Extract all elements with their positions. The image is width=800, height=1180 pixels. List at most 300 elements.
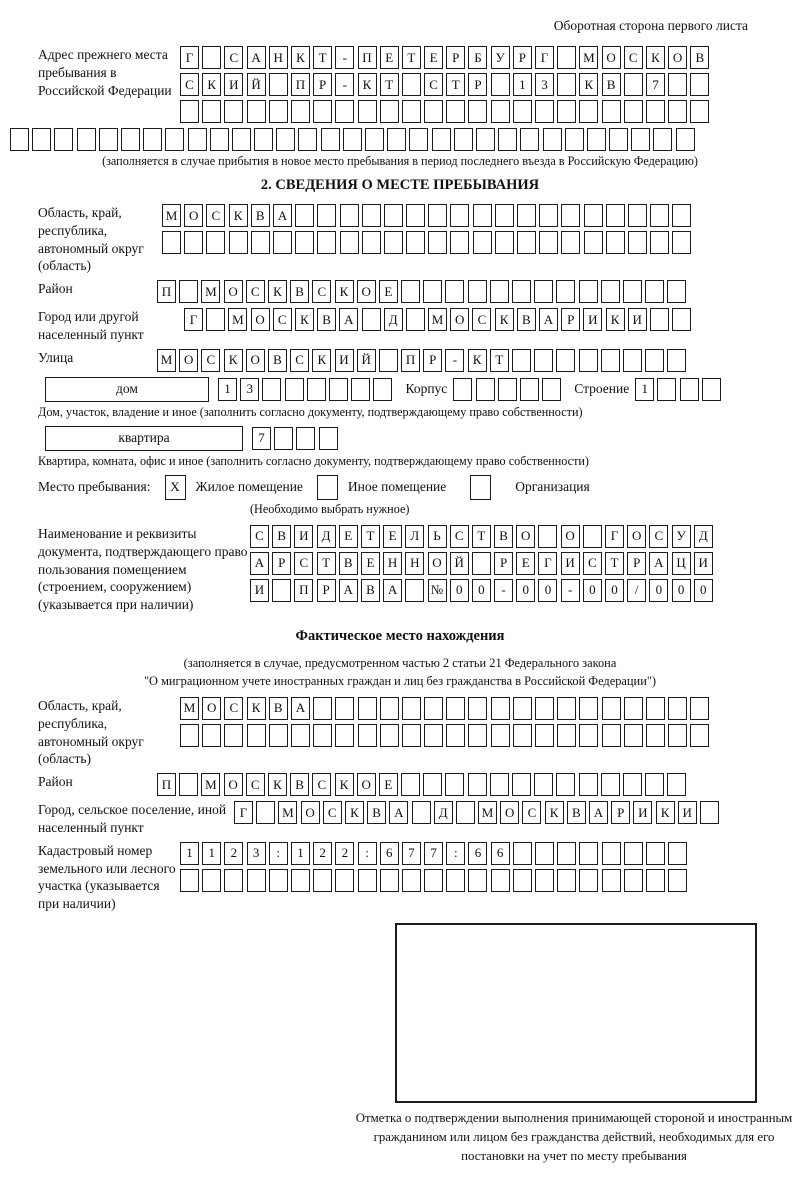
char-box[interactable]: - (494, 579, 513, 602)
char-box[interactable]: О (246, 349, 265, 372)
char-box[interactable] (77, 128, 96, 151)
char-box[interactable] (543, 128, 562, 151)
char-box[interactable]: Р (272, 552, 291, 575)
char-box[interactable]: К (358, 73, 377, 96)
char-box[interactable]: Т (446, 73, 465, 96)
char-box[interactable] (296, 427, 315, 450)
char-box[interactable]: К (606, 308, 625, 331)
char-box[interactable] (535, 869, 554, 892)
char-box[interactable]: Р (513, 46, 532, 69)
char-box[interactable]: Б (468, 46, 487, 69)
char-box[interactable] (513, 842, 532, 865)
char-box[interactable]: : (269, 842, 288, 865)
char-box[interactable]: А (291, 697, 310, 720)
char-box[interactable]: 0 (472, 579, 491, 602)
char-box[interactable] (402, 869, 421, 892)
char-box[interactable]: И (633, 801, 652, 824)
char-box[interactable]: 6 (491, 842, 510, 865)
char-box[interactable]: - (335, 46, 354, 69)
char-box[interactable] (406, 231, 425, 254)
char-box[interactable] (358, 869, 377, 892)
char-box[interactable]: С (624, 46, 643, 69)
char-box[interactable]: О (561, 525, 580, 548)
char-box[interactable]: С (250, 525, 269, 548)
char-box[interactable]: М (579, 46, 598, 69)
char-box[interactable] (495, 231, 514, 254)
char-box[interactable]: 0 (450, 579, 469, 602)
char-box[interactable] (534, 349, 553, 372)
char-box[interactable]: 7 (252, 427, 271, 450)
char-box[interactable]: 3 (535, 73, 554, 96)
char-box[interactable]: У (491, 46, 510, 69)
char-box[interactable]: О (668, 46, 687, 69)
char-box[interactable] (247, 869, 266, 892)
char-box[interactable]: О (627, 525, 646, 548)
char-box[interactable]: № (428, 579, 447, 602)
char-box[interactable]: С (583, 552, 602, 575)
char-box[interactable] (401, 280, 420, 303)
char-box[interactable]: Е (380, 46, 399, 69)
char-box[interactable]: 7 (402, 842, 421, 865)
char-box[interactable]: С (246, 773, 265, 796)
char-box[interactable]: М (228, 308, 247, 331)
char-box[interactable] (295, 204, 314, 227)
char-box[interactable] (188, 128, 207, 151)
char-box[interactable]: О (450, 308, 469, 331)
char-box[interactable]: Е (361, 552, 380, 575)
char-box[interactable]: К (495, 308, 514, 331)
char-box[interactable]: М (162, 204, 181, 227)
char-box[interactable] (298, 128, 317, 151)
char-box[interactable] (557, 100, 576, 123)
char-box[interactable] (445, 280, 464, 303)
char-box[interactable] (628, 231, 647, 254)
char-box[interactable] (535, 100, 554, 123)
char-box[interactable] (657, 378, 676, 401)
char-box[interactable] (387, 128, 406, 151)
char-box[interactable] (402, 724, 421, 747)
char-box[interactable]: Т (605, 552, 624, 575)
char-box[interactable] (99, 128, 118, 151)
char-box[interactable]: Т (472, 525, 491, 548)
char-box[interactable] (561, 231, 580, 254)
char-box[interactable] (380, 869, 399, 892)
char-box[interactable] (512, 349, 531, 372)
char-box[interactable] (307, 378, 326, 401)
char-box[interactable]: Т (490, 349, 509, 372)
char-box[interactable] (579, 100, 598, 123)
char-box[interactable]: К (202, 73, 221, 96)
char-box[interactable] (358, 100, 377, 123)
char-box[interactable] (535, 724, 554, 747)
char-box[interactable] (269, 100, 288, 123)
char-box[interactable] (224, 869, 243, 892)
char-box[interactable] (587, 128, 606, 151)
char-box[interactable] (362, 231, 381, 254)
char-box[interactable] (424, 869, 443, 892)
char-box[interactable] (402, 697, 421, 720)
char-box[interactable] (517, 204, 536, 227)
char-box[interactable]: 2 (335, 842, 354, 865)
char-box[interactable] (667, 773, 686, 796)
char-box[interactable] (602, 697, 621, 720)
char-box[interactable] (362, 308, 381, 331)
char-box[interactable] (313, 697, 332, 720)
char-box[interactable]: - (445, 349, 464, 372)
char-box[interactable] (583, 525, 602, 548)
char-box[interactable] (609, 128, 628, 151)
char-box[interactable] (690, 100, 709, 123)
char-box[interactable]: О (202, 697, 221, 720)
char-box[interactable] (513, 869, 532, 892)
char-box[interactable] (645, 349, 664, 372)
apartment-type-box[interactable]: квартира (45, 426, 243, 451)
char-box[interactable]: Д (317, 525, 336, 548)
char-box[interactable]: : (446, 842, 465, 865)
char-box[interactable] (624, 73, 643, 96)
char-box[interactable] (624, 724, 643, 747)
char-box[interactable] (206, 308, 225, 331)
char-box[interactable]: В (567, 801, 586, 824)
checkbox-other-premises[interactable] (317, 475, 338, 500)
char-box[interactable] (453, 378, 472, 401)
char-box[interactable] (556, 280, 575, 303)
char-box[interactable]: 0 (583, 579, 602, 602)
char-box[interactable]: Г (538, 552, 557, 575)
char-box[interactable] (468, 280, 487, 303)
char-box[interactable] (606, 204, 625, 227)
char-box[interactable]: - (335, 73, 354, 96)
char-box[interactable] (579, 869, 598, 892)
char-box[interactable] (313, 724, 332, 747)
char-box[interactable]: В (602, 73, 621, 96)
char-box[interactable]: Е (379, 773, 398, 796)
char-box[interactable] (491, 697, 510, 720)
char-box[interactable] (491, 73, 510, 96)
char-box[interactable]: А (339, 579, 358, 602)
char-box[interactable]: Г (535, 46, 554, 69)
char-box[interactable]: К (312, 349, 331, 372)
char-box[interactable] (520, 378, 539, 401)
char-box[interactable] (473, 204, 492, 227)
char-box[interactable]: К (268, 280, 287, 303)
char-box[interactable]: Ь (428, 525, 447, 548)
char-box[interactable] (412, 801, 431, 824)
char-box[interactable]: А (250, 552, 269, 575)
char-box[interactable]: О (251, 308, 270, 331)
char-box[interactable]: Н (405, 552, 424, 575)
char-box[interactable]: - (561, 579, 580, 602)
char-box[interactable]: Е (339, 525, 358, 548)
char-box[interactable] (313, 100, 332, 123)
char-box[interactable] (291, 724, 310, 747)
char-box[interactable]: Р (446, 46, 465, 69)
char-box[interactable]: С (472, 308, 491, 331)
char-box[interactable]: 1 (218, 378, 237, 401)
char-box[interactable] (335, 100, 354, 123)
char-box[interactable] (667, 349, 686, 372)
char-box[interactable]: А (649, 552, 668, 575)
char-box[interactable]: 0 (649, 579, 668, 602)
char-box[interactable] (143, 128, 162, 151)
char-box[interactable] (272, 579, 291, 602)
char-box[interactable]: М (157, 349, 176, 372)
char-box[interactable]: А (589, 801, 608, 824)
char-box[interactable]: П (358, 46, 377, 69)
char-box[interactable]: А (339, 308, 358, 331)
char-box[interactable] (512, 280, 531, 303)
char-box[interactable]: К (268, 773, 287, 796)
char-box[interactable]: С (450, 525, 469, 548)
char-box[interactable]: Е (379, 280, 398, 303)
char-box[interactable] (539, 231, 558, 254)
char-box[interactable] (690, 697, 709, 720)
char-box[interactable]: В (339, 552, 358, 575)
char-box[interactable]: Р (313, 73, 332, 96)
char-box[interactable] (362, 204, 381, 227)
char-box[interactable]: О (224, 773, 243, 796)
char-box[interactable] (557, 724, 576, 747)
char-box[interactable] (321, 128, 340, 151)
char-box[interactable] (269, 724, 288, 747)
char-box[interactable] (179, 773, 198, 796)
char-box[interactable] (668, 73, 687, 96)
char-box[interactable]: К (224, 349, 243, 372)
char-box[interactable]: Д (384, 308, 403, 331)
checkbox-residential-premises[interactable]: X (165, 475, 186, 500)
char-box[interactable]: О (428, 552, 447, 575)
char-box[interactable] (623, 280, 642, 303)
char-box[interactable] (202, 100, 221, 123)
char-box[interactable]: 6 (468, 842, 487, 865)
char-box[interactable] (624, 697, 643, 720)
char-box[interactable] (446, 100, 465, 123)
char-box[interactable] (579, 349, 598, 372)
char-box[interactable]: 2 (313, 842, 332, 865)
char-box[interactable] (380, 724, 399, 747)
char-box[interactable] (210, 128, 229, 151)
char-box[interactable]: К (656, 801, 675, 824)
char-box[interactable]: Р (561, 308, 580, 331)
char-box[interactable] (676, 128, 695, 151)
char-box[interactable]: В (517, 308, 536, 331)
char-box[interactable] (601, 280, 620, 303)
char-box[interactable]: В (690, 46, 709, 69)
char-box[interactable] (313, 869, 332, 892)
char-box[interactable] (180, 724, 199, 747)
char-box[interactable]: С (294, 552, 313, 575)
char-box[interactable] (646, 100, 665, 123)
char-box[interactable]: П (291, 73, 310, 96)
char-box[interactable] (476, 378, 495, 401)
char-box[interactable] (384, 231, 403, 254)
char-box[interactable]: О (516, 525, 535, 548)
char-box[interactable] (557, 697, 576, 720)
char-box[interactable] (672, 308, 691, 331)
char-box[interactable]: М (278, 801, 297, 824)
char-box[interactable]: П (157, 280, 176, 303)
char-box[interactable] (624, 842, 643, 865)
char-box[interactable] (517, 231, 536, 254)
char-box[interactable] (379, 349, 398, 372)
char-box[interactable]: Й (247, 73, 266, 96)
char-box[interactable] (273, 231, 292, 254)
char-box[interactable] (650, 204, 669, 227)
char-box[interactable] (10, 128, 29, 151)
char-box[interactable]: К (295, 308, 314, 331)
char-box[interactable] (668, 842, 687, 865)
char-box[interactable]: С (224, 46, 243, 69)
char-box[interactable] (668, 724, 687, 747)
char-box[interactable] (535, 697, 554, 720)
char-box[interactable] (534, 280, 553, 303)
char-box[interactable]: И (678, 801, 697, 824)
char-box[interactable]: И (224, 73, 243, 96)
char-box[interactable]: А (389, 801, 408, 824)
char-box[interactable] (402, 100, 421, 123)
char-box[interactable]: Ц (672, 552, 691, 575)
char-box[interactable] (690, 724, 709, 747)
char-box[interactable]: 7 (424, 842, 443, 865)
char-box[interactable] (340, 231, 359, 254)
char-box[interactable] (557, 46, 576, 69)
char-box[interactable] (650, 308, 669, 331)
char-box[interactable]: М (180, 697, 199, 720)
char-box[interactable]: К (345, 801, 364, 824)
char-box[interactable] (513, 100, 532, 123)
char-box[interactable]: Т (317, 552, 336, 575)
char-box[interactable]: Г (605, 525, 624, 548)
char-box[interactable] (454, 128, 473, 151)
char-box[interactable]: А (539, 308, 558, 331)
char-box[interactable] (202, 869, 221, 892)
char-box[interactable] (542, 378, 561, 401)
char-box[interactable] (565, 128, 584, 151)
char-box[interactable] (579, 773, 598, 796)
char-box[interactable]: Д (434, 801, 453, 824)
char-box[interactable] (468, 697, 487, 720)
char-box[interactable] (672, 204, 691, 227)
char-box[interactable]: О (301, 801, 320, 824)
char-box[interactable]: С (323, 801, 342, 824)
char-box[interactable]: Т (361, 525, 380, 548)
char-box[interactable]: Н (269, 46, 288, 69)
char-box[interactable] (121, 128, 140, 151)
char-box[interactable] (668, 100, 687, 123)
char-box[interactable] (409, 128, 428, 151)
char-box[interactable] (628, 204, 647, 227)
char-box[interactable]: К (468, 349, 487, 372)
char-box[interactable]: И (694, 552, 713, 575)
char-box[interactable] (623, 773, 642, 796)
char-box[interactable]: В (272, 525, 291, 548)
char-box[interactable] (539, 204, 558, 227)
char-box[interactable]: / (627, 579, 646, 602)
char-box[interactable] (380, 697, 399, 720)
char-box[interactable]: 6 (380, 842, 399, 865)
char-box[interactable]: 0 (694, 579, 713, 602)
char-box[interactable] (406, 308, 425, 331)
char-box[interactable] (446, 697, 465, 720)
char-box[interactable] (602, 724, 621, 747)
char-box[interactable] (329, 378, 348, 401)
char-box[interactable]: С (201, 349, 220, 372)
char-box[interactable] (491, 100, 510, 123)
char-box[interactable]: И (294, 525, 313, 548)
char-box[interactable]: В (494, 525, 513, 548)
char-box[interactable] (450, 231, 469, 254)
char-box[interactable] (645, 280, 664, 303)
char-box[interactable]: У (672, 525, 691, 548)
char-box[interactable] (401, 773, 420, 796)
char-box[interactable] (335, 869, 354, 892)
char-box[interactable] (498, 128, 517, 151)
char-box[interactable] (202, 724, 221, 747)
char-box[interactable] (584, 204, 603, 227)
char-box[interactable] (340, 204, 359, 227)
char-box[interactable]: М (478, 801, 497, 824)
char-box[interactable] (180, 869, 199, 892)
char-box[interactable]: П (401, 349, 420, 372)
char-box[interactable]: Д (694, 525, 713, 548)
char-box[interactable]: 1 (635, 378, 654, 401)
char-box[interactable]: П (294, 579, 313, 602)
char-box[interactable] (602, 842, 621, 865)
char-box[interactable]: Р (494, 552, 513, 575)
char-box[interactable]: С (290, 349, 309, 372)
char-box[interactable] (606, 231, 625, 254)
char-box[interactable]: Г (234, 801, 253, 824)
char-box[interactable] (690, 73, 709, 96)
char-box[interactable] (534, 773, 553, 796)
char-box[interactable] (319, 427, 338, 450)
char-box[interactable] (672, 231, 691, 254)
char-box[interactable]: А (273, 204, 292, 227)
char-box[interactable] (646, 724, 665, 747)
char-box[interactable]: О (224, 280, 243, 303)
char-box[interactable]: К (335, 773, 354, 796)
char-box[interactable]: К (247, 697, 266, 720)
char-box[interactable] (667, 280, 686, 303)
char-box[interactable] (468, 724, 487, 747)
char-box[interactable] (232, 128, 251, 151)
char-box[interactable]: И (250, 579, 269, 602)
char-box[interactable] (254, 128, 273, 151)
char-box[interactable] (646, 842, 665, 865)
char-box[interactable] (653, 128, 672, 151)
char-box[interactable] (343, 128, 362, 151)
char-box[interactable] (351, 378, 370, 401)
char-box[interactable] (446, 724, 465, 747)
char-box[interactable]: 7 (646, 73, 665, 96)
char-box[interactable] (490, 773, 509, 796)
char-box[interactable]: 0 (605, 579, 624, 602)
char-box[interactable] (32, 128, 51, 151)
char-box[interactable] (402, 73, 421, 96)
char-box[interactable] (579, 280, 598, 303)
char-box[interactable]: В (290, 280, 309, 303)
char-box[interactable] (579, 697, 598, 720)
char-box[interactable] (557, 869, 576, 892)
char-box[interactable] (602, 100, 621, 123)
char-box[interactable] (256, 801, 275, 824)
char-box[interactable] (556, 349, 575, 372)
char-box[interactable]: В (251, 204, 270, 227)
char-box[interactable]: И (561, 552, 580, 575)
char-box[interactable] (668, 697, 687, 720)
char-box[interactable]: 1 (202, 842, 221, 865)
char-box[interactable] (645, 773, 664, 796)
